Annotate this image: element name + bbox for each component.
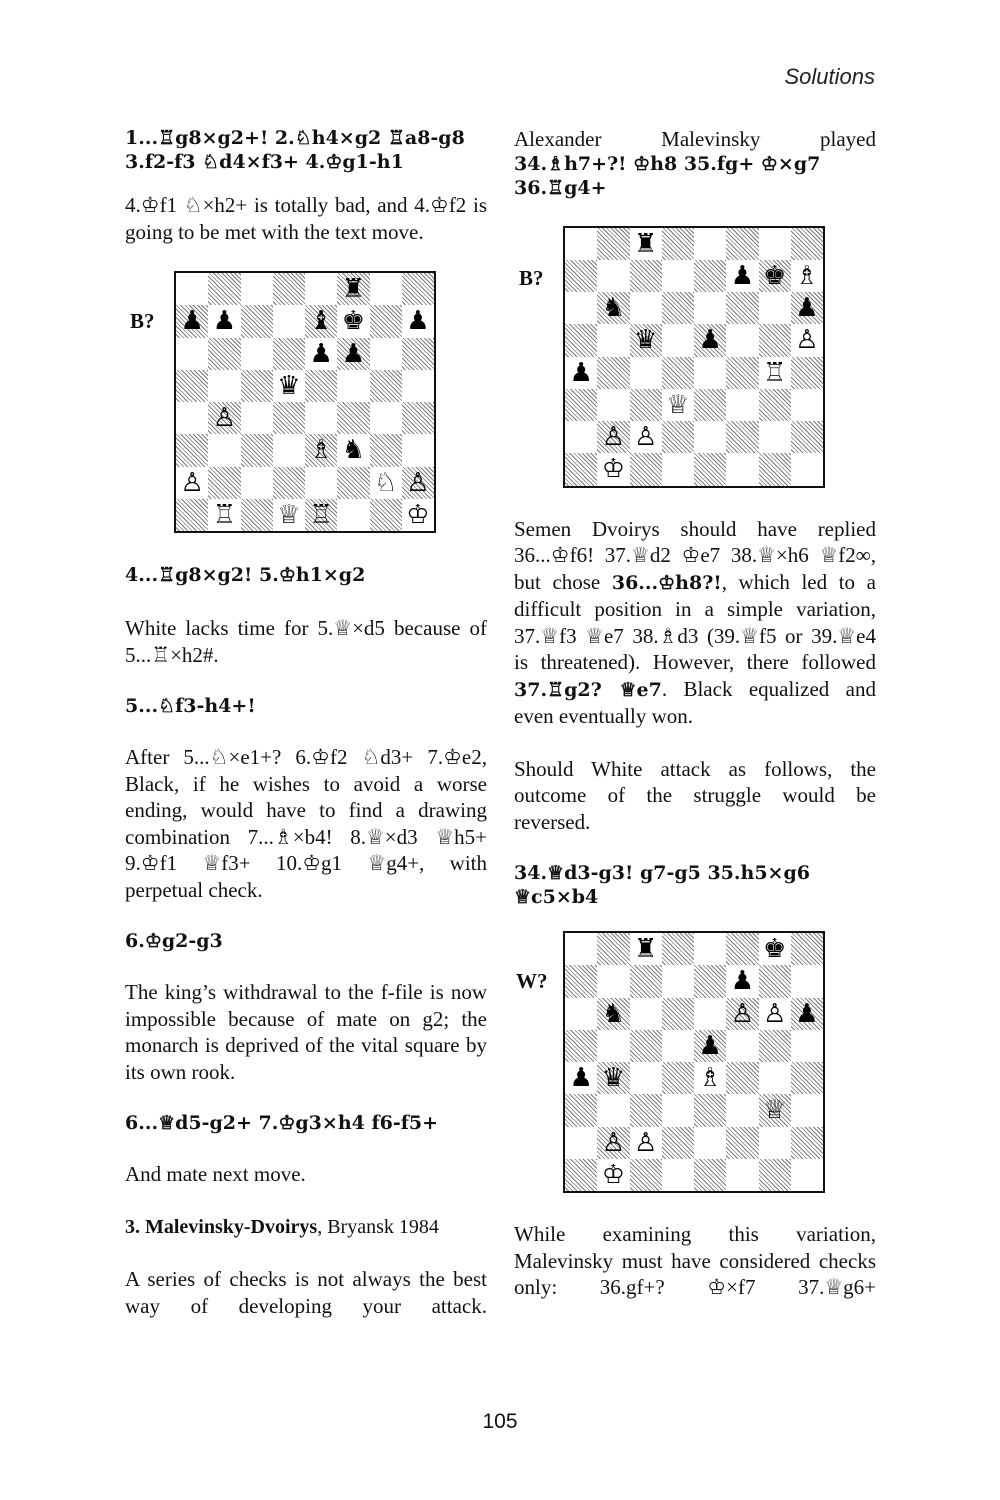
board-square	[597, 357, 629, 389]
chess-piece-square: ♟	[309, 338, 333, 369]
board-square	[630, 965, 662, 997]
page-number: 105	[482, 1410, 518, 1433]
chess-piece-square: ♟	[406, 306, 430, 337]
chess-piece-square: ♟	[176, 305, 208, 337]
board-square	[597, 1030, 629, 1062]
board-square	[791, 389, 823, 421]
board-square	[662, 1030, 694, 1062]
board-square	[565, 933, 597, 965]
board-square	[791, 1159, 823, 1191]
board-square	[565, 998, 597, 1030]
chess-piece-square: ♙	[402, 467, 434, 499]
side-to-move-label: B?	[130, 309, 155, 333]
chess-piece-square: ♟	[791, 292, 823, 324]
chess-piece-square: ♛	[597, 1062, 629, 1094]
board-square	[402, 402, 434, 434]
board-square	[337, 370, 369, 402]
right-column	[514, 126, 876, 1301]
board-square	[176, 338, 208, 370]
board-square	[726, 292, 758, 324]
left-column	[125, 126, 487, 1319]
chessboard	[563, 931, 825, 1193]
move-line: 6.♔g2-g3	[125, 930, 223, 952]
chess-piece-square: ♙	[597, 1127, 629, 1159]
chess-piece-square: ♔	[406, 499, 430, 530]
board-square	[759, 1062, 791, 1094]
board-square	[337, 402, 369, 434]
board-square	[759, 1159, 791, 1191]
board-square	[337, 467, 369, 499]
board-square	[726, 1127, 758, 1159]
move-line: 4...♖g8×g2! 5.♔h1×g2	[125, 564, 366, 586]
game-players: 3. Malevinsky-Dvoirys	[125, 1215, 318, 1238]
chess-piece-square: ♕	[759, 1094, 791, 1126]
chess-piece-square: ♙	[633, 422, 658, 453]
chess-piece-square: ♗	[305, 434, 337, 466]
commentary-paragraph: Should White attack as follows, the outcome of the struggle would be reversed.	[514, 756, 876, 834]
chess-piece-square: ♗	[698, 1063, 722, 1094]
board-square	[694, 1094, 726, 1126]
board-square	[597, 389, 629, 421]
board-square	[241, 273, 273, 305]
commentary-paragraph: A series of checks is not always the best way of developing your attack.	[125, 1267, 487, 1318]
board-square	[402, 370, 434, 402]
chess-piece-square: ♚	[759, 260, 791, 292]
board-square	[662, 965, 694, 997]
board-square	[662, 998, 694, 1030]
board-square	[273, 434, 305, 466]
board-square	[694, 357, 726, 389]
board-square	[662, 357, 694, 389]
board-square	[241, 305, 273, 337]
board-square	[662, 292, 694, 324]
chess-piece-square: ♙	[208, 402, 240, 434]
board-square	[565, 228, 597, 260]
chess-piece-square: ♛	[630, 324, 662, 356]
board-square	[305, 402, 337, 434]
board-square	[759, 324, 791, 356]
board-square	[726, 228, 758, 260]
board-square	[630, 453, 662, 485]
board-square	[662, 421, 694, 453]
board-square	[176, 499, 208, 531]
move-line: 1...♖g8×g2+! 2.♘h4×g2 ♖a8-g8 3.f2-f3 ♘d4×f3+ 4.♔g1-h1	[125, 127, 465, 173]
chess-piece-square: ♔	[601, 1159, 626, 1190]
board-square	[630, 998, 662, 1030]
board-square	[565, 453, 597, 485]
board-square	[726, 1159, 758, 1191]
chess-piece-square: ♘	[373, 467, 398, 498]
chessboard	[563, 226, 825, 488]
board-square	[565, 421, 597, 453]
board-square	[726, 357, 758, 389]
chess-piece-square: ♟	[337, 338, 369, 370]
side-to-move-label: W?	[516, 969, 548, 993]
chess-piece-square: ♟	[569, 357, 593, 388]
board-square	[726, 421, 758, 453]
board-square	[726, 1030, 758, 1062]
board-square	[791, 421, 823, 453]
board-square	[726, 453, 758, 485]
board-square	[208, 434, 240, 466]
text-run: , which led to a difficult position in a simple variation, 37.♕f3 ♕e7 38.♗d3 (39.♕f5 or 39.♕e4 is threatened). However, there followed	[514, 569, 876, 674]
board-square	[208, 467, 240, 499]
board-square	[630, 357, 662, 389]
chess-piece-square: ♕	[277, 499, 301, 530]
board-square	[370, 499, 402, 531]
board-square	[402, 434, 434, 466]
board-square	[402, 273, 434, 305]
board-square	[241, 434, 273, 466]
commentary-paragraph: 4.♔f1 ♘×h2+ is totally bad, and 4.♔f2 is going to be met with the text move.	[125, 193, 487, 244]
chess-piece-square: ♟	[212, 306, 237, 337]
game-event: , Bryansk 1984	[317, 1215, 439, 1238]
board-square	[273, 402, 305, 434]
chess-piece-square: ♝	[305, 305, 337, 337]
chess-piece-square: ♜	[337, 273, 369, 305]
board-square	[662, 933, 694, 965]
board-square	[759, 389, 791, 421]
board-square	[273, 338, 305, 370]
board-square	[370, 273, 402, 305]
board-square	[630, 292, 662, 324]
board-square	[565, 1030, 597, 1062]
board-square	[791, 933, 823, 965]
board-square	[791, 453, 823, 485]
board-square	[759, 228, 791, 260]
board-square	[208, 338, 240, 370]
board-square	[370, 305, 402, 337]
chess-piece-square: ♞	[597, 998, 629, 1030]
board-square	[694, 1127, 726, 1159]
board-square	[370, 370, 402, 402]
board-square	[370, 434, 402, 466]
board-square	[759, 292, 791, 324]
board-square	[726, 389, 758, 421]
board-square	[565, 1127, 597, 1159]
board-square	[597, 228, 629, 260]
chess-piece-square: ♚	[762, 934, 787, 965]
chess-piece-square: ♙	[762, 998, 787, 1029]
board-square	[791, 965, 823, 997]
board-square	[662, 228, 694, 260]
board-square	[630, 1094, 662, 1126]
board-square	[630, 389, 662, 421]
running-header: Solutions	[784, 64, 875, 89]
board-square	[176, 273, 208, 305]
board-square	[791, 357, 823, 389]
board-square	[759, 453, 791, 485]
board-square	[662, 453, 694, 485]
commentary-line: Alexander Malevinsky played	[514, 127, 876, 151]
board-square	[208, 370, 240, 402]
commentary-paragraph: And mate next move.	[125, 1162, 306, 1186]
chess-piece-square: ♚	[341, 306, 366, 337]
chess-piece-square: ♞	[597, 292, 629, 324]
board-square	[630, 1062, 662, 1094]
board-square	[565, 389, 597, 421]
board-square	[273, 305, 305, 337]
board-square	[176, 434, 208, 466]
game-heading	[125, 1214, 487, 1241]
board-square	[662, 1062, 694, 1094]
board-square	[241, 402, 273, 434]
chess-piece-square: ♖	[212, 499, 237, 530]
board-square	[759, 1030, 791, 1062]
move-inline: 37.♖g2? ♕e7	[514, 678, 662, 701]
board-square	[370, 338, 402, 370]
chess-piece-square: ♟	[791, 998, 823, 1030]
board-square	[565, 292, 597, 324]
commentary-paragraph: After 5...♘×e1+? 6.♔f2 ♘d3+ 7.♔e2, Black, if he wishes to avoid a worse ending, would have to find a drawing combination 7...♗×b4! 8.♕×d3 ♕h5+ 9.♔f1 ♕f3+ 10.♔g1 ♕g4+, with perpetual check.	[125, 745, 487, 902]
board-square	[662, 324, 694, 356]
chess-piece-square: ♟	[730, 260, 755, 291]
board-square	[662, 260, 694, 292]
board-square	[208, 273, 240, 305]
chess-diagram-3	[514, 931, 876, 1195]
commentary-paragraph: The king’s withdrawal to the f-file is now impossible because of mate on g2; the monarch is deprived of the vital square by its own rook.	[125, 980, 487, 1084]
board-square	[630, 1159, 662, 1191]
board-square	[305, 370, 337, 402]
chess-diagram-1	[125, 271, 487, 535]
chess-piece-square: ♗	[795, 260, 819, 291]
board-square	[694, 998, 726, 1030]
board-square	[791, 228, 823, 260]
move-line: 34.♗h7+?! ♔h8 35.fg+ ♔×g7 36.♖g4+	[514, 152, 821, 199]
text-run: Semen Dvoirys should have replied 36...♔f6! 37.♕d2 ♔e7 38.♕×h6 ♕f2∞, but chose	[514, 516, 876, 594]
chess-piece-square: ♛	[277, 370, 301, 401]
board-square	[630, 1030, 662, 1062]
board-square	[597, 933, 629, 965]
board-square	[305, 467, 337, 499]
chessboard	[174, 271, 436, 533]
board-square	[759, 421, 791, 453]
board-square	[694, 292, 726, 324]
board-square	[565, 260, 597, 292]
board-square	[337, 499, 369, 531]
chess-piece-square: ♙	[180, 467, 204, 498]
board-square	[305, 273, 337, 305]
chess-piece-square: ♟	[694, 324, 726, 356]
move-line: 5...♘f3-h4+!	[125, 695, 256, 717]
board-square	[694, 421, 726, 453]
board-square	[273, 467, 305, 499]
board-square	[597, 324, 629, 356]
board-square	[726, 1094, 758, 1126]
chess-piece-square: ♜	[633, 228, 658, 259]
board-square	[597, 1094, 629, 1126]
chess-piece-square: ♖	[305, 499, 337, 531]
board-square	[726, 933, 758, 965]
board-square	[176, 370, 208, 402]
commentary-paragraph	[514, 516, 876, 730]
board-square	[759, 1127, 791, 1159]
board-square	[694, 389, 726, 421]
board-square	[565, 965, 597, 997]
move-inline: 36...♔h8?!	[611, 571, 722, 594]
chess-piece-square: ♟	[694, 1030, 726, 1062]
board-square	[241, 467, 273, 499]
board-square	[694, 1159, 726, 1191]
chess-piece-square: ♙	[633, 1127, 658, 1158]
chess-piece-square: ♕	[666, 389, 690, 420]
board-square	[241, 499, 273, 531]
move-line: 6...♕d5-g2+ 7.♔g3×h4 f6-f5+	[125, 1112, 439, 1134]
board-square	[791, 1094, 823, 1126]
board-square	[694, 933, 726, 965]
chess-piece-square: ♙	[726, 998, 758, 1030]
chess-piece-square: ♖	[762, 357, 787, 388]
board-square	[565, 324, 597, 356]
board-square	[726, 324, 758, 356]
board-square	[273, 273, 305, 305]
board-square	[402, 338, 434, 370]
board-square	[630, 260, 662, 292]
board-square	[759, 965, 791, 997]
board-square	[791, 1030, 823, 1062]
chess-piece-square: ♟	[730, 966, 755, 997]
board-square	[694, 453, 726, 485]
chess-piece-square: ♜	[633, 934, 658, 965]
board-square	[597, 260, 629, 292]
move-line: 34.♕d3-g3! g7-g5 35.h5×g6 ♕c5×b4	[514, 862, 810, 908]
board-square	[176, 402, 208, 434]
board-square	[694, 228, 726, 260]
board-square	[370, 402, 402, 434]
board-square	[726, 1062, 758, 1094]
board-square	[791, 1127, 823, 1159]
board-square	[694, 965, 726, 997]
chess-diagram-2	[514, 226, 876, 490]
board-square	[241, 338, 273, 370]
chess-piece-square: ♟	[569, 1063, 593, 1094]
chess-piece-square: ♙	[597, 421, 629, 453]
board-square	[694, 260, 726, 292]
chess-piece-square: ♞	[341, 435, 366, 466]
board-square	[565, 1159, 597, 1191]
board-square	[662, 1094, 694, 1126]
text-run: . Black equalized and even eventually won.	[514, 676, 876, 728]
chess-piece-square: ♙	[795, 325, 819, 356]
board-square	[662, 1159, 694, 1191]
board-square	[662, 1127, 694, 1159]
chess-piece-square: ♔	[601, 454, 626, 485]
board-square	[791, 1062, 823, 1094]
board-square	[565, 1094, 597, 1126]
commentary-paragraph: While examining this variation, Malevinsky must have considered checks only: 36.gf+? ♔×f7 37.♕g6+	[514, 1222, 876, 1299]
commentary-paragraph: White lacks time for 5.♕×d5 because of 5...♖×h2#.	[125, 616, 487, 667]
board-square	[241, 370, 273, 402]
board-square	[597, 965, 629, 997]
side-to-move-label: B?	[519, 265, 544, 290]
